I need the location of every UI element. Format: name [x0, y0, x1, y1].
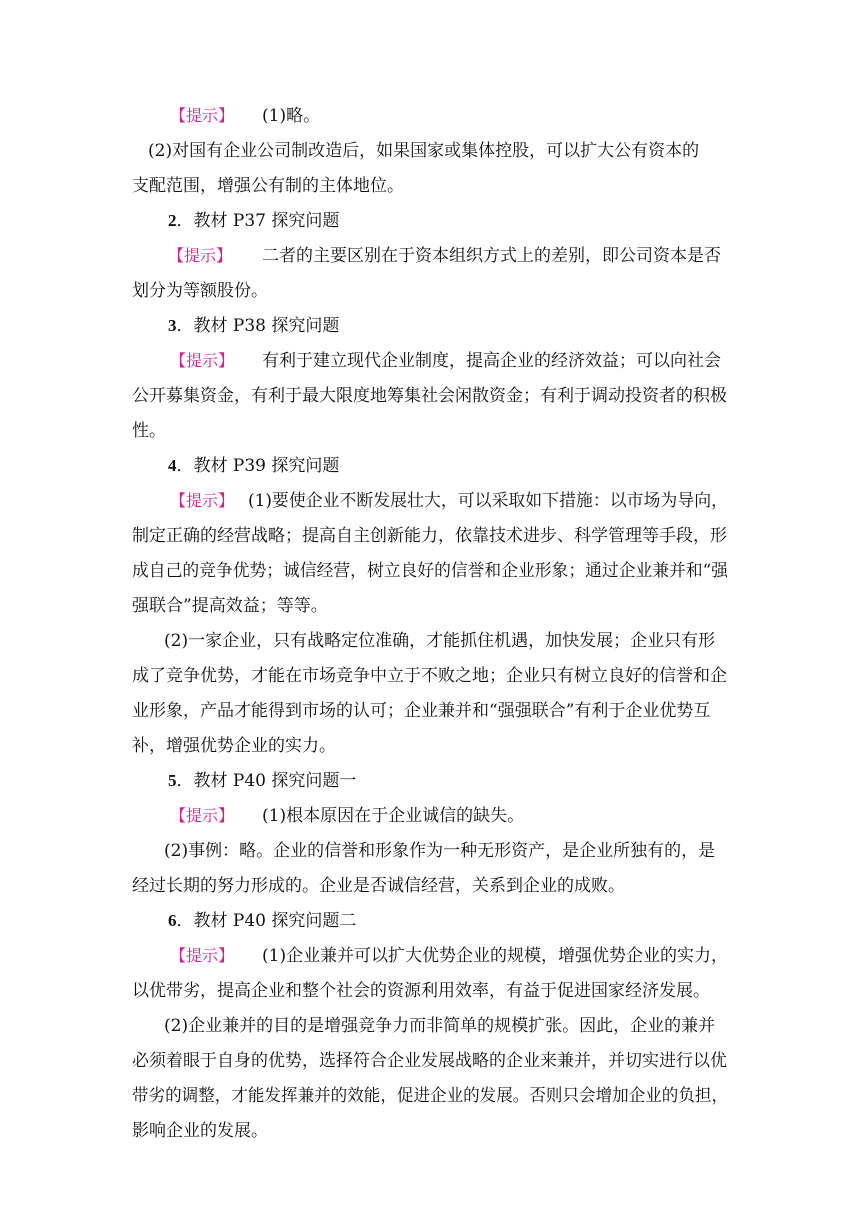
tip-label: 【提示】 — [170, 106, 235, 125]
tip-label: 【提示】 — [168, 246, 233, 265]
tip-text: (1)略。 — [262, 106, 321, 126]
document-page: 【提示】 (1)略。 (2)对国有企业公司制改造后，如果国家或集体控股，可以扩大公有资本的 支配范围，增强公有制的主体地位。 2．教材 P37 探究问题 【提示】 二者的主要区别在于资本组织方式上的差别，即公司资本是否 划分为等额股份。 3．教材 P38 探究问题 【提示】 有利于建立现代企业制度，提高企业的经济效益；可以向社会 公开募集资金，有利于最大限度地筹集社会闲散资金；有利于调动投资者的积极 性。 4．教材 P39 探究问题 【提示】 (1)要使企业不断发展壮大，可以采取如下措施：以市场为导向， 制定正确的经营战略；提高自主创新能力，依靠技术进步、科学管理等手段，形 成自己的竞争优势；诚信经营，树立良好的信誉和企业形象；通过企业兼并和“强 强联合”提高效益；等等。 (2)一家企业，只有战略定位准确，才能抓住机遇，加快发展；企业只有形 成了竞争优势，才能在市场竞争中立于不败之地；企业只有树立良好的信誉和企 业形象，产品才能得到市场的认可；企业兼并和“强强联合”有利于企业优势互 补，增强优势企业的实力。 5．教材 P40 探究问题一 【提示】 (1)根本原因在于企业诚信的缺失。 (2)事例：略。企业的信誉和形象作为一种无形资产，是企业所独有的，是 经过长期的努力形成的。企业是否诚信经营，关系到企业的成败。 6．教材 P40 探究问题二 【提示】 (1)企业兼并可以扩大优势企业的规模，增强优势企业的实力， 以优带劣，提高企业和整个社会的资源利用效率，有益于促进国家经济发展。 (2)企业兼并的目的是增强竞争力而非简单的规模扩张。因此，企业的兼并 必须着眼于自身的优势，选择符合企业发展战略的企业来兼并，并切实进行以优 带劣的调整，才能发挥兼并的效能，促进企业的发展。否则只会增加企业的负担， 影响企业的发展。 — [132, 106, 729, 1141]
tip-label: 【提示】 — [170, 946, 235, 965]
tip-label: 【提示】 — [170, 806, 235, 825]
tip-text: 二者的主要区别在于资本组织方式上的差别，即公司资本是否 — [262, 246, 721, 266]
tip-label: 【提示】 — [170, 491, 235, 510]
tip-text: (1)根本原因在于企业诚信的缺失。 — [262, 806, 525, 826]
tip-label: 【提示】 — [170, 351, 235, 370]
tip-text: (1)企业兼并可以扩大优势企业的规模，增强优势企业的实力， — [262, 946, 729, 966]
tip-text: (1)要使企业不断发展壮大，可以采取如下措施：以市场为导向， — [248, 491, 729, 511]
tip-text: 有利于建立现代企业制度，提高企业的经济效益；可以向社会 — [262, 351, 721, 371]
